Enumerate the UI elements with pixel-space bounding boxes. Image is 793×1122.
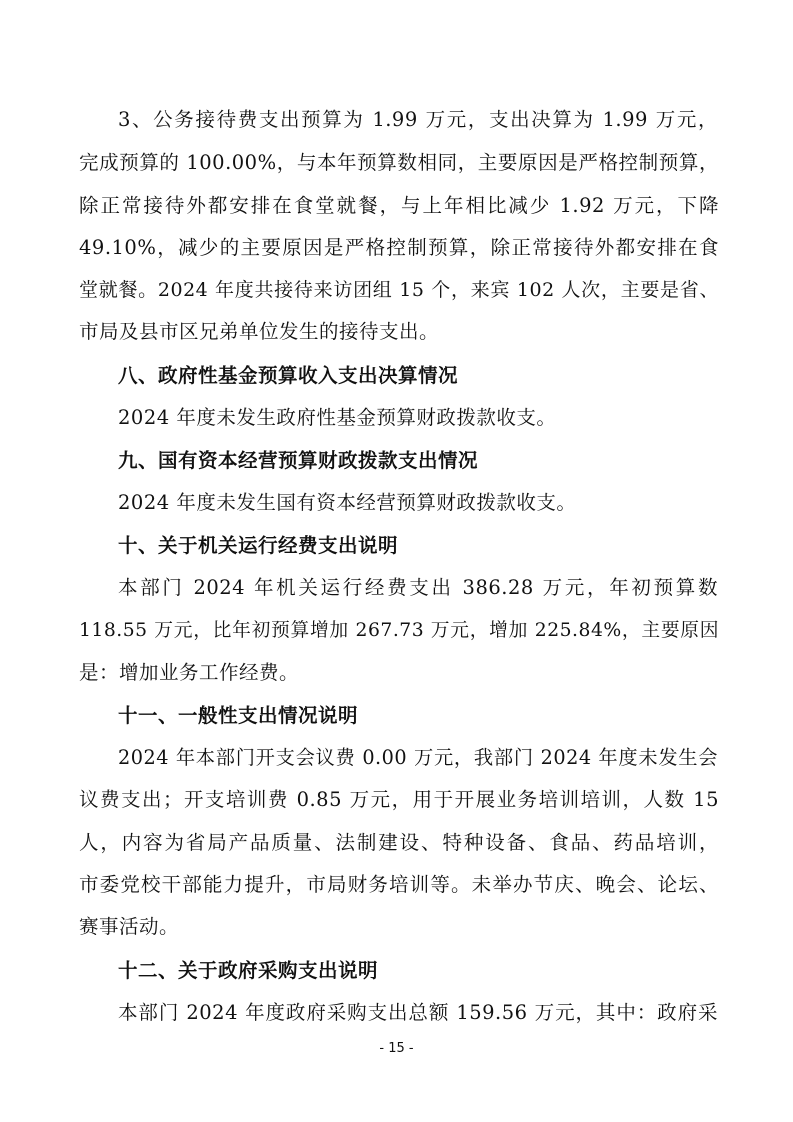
section-heading: 十一、一般性支出情况说明 xyxy=(118,704,359,727)
paragraph-line: 2024 年度未发生国有资本经营预算财政拨款收支。 xyxy=(118,491,577,514)
paragraph-line: 本部门 2024 年度政府采购支出总额 159.56 万元，其中：政府采 xyxy=(118,1001,718,1024)
paragraph-line: 人，内容为省局产品质量、法制建设、特种设备、食品、药品培训， xyxy=(79,831,719,854)
paragraph-line: 是：增加业务工作经费。 xyxy=(79,661,300,684)
paragraph-line: 118.55 万元，比年初预算增加 267.73 万元，增加 225.84%，主要原因 xyxy=(79,620,719,641)
section-heading: 十二、关于政府采购支出说明 xyxy=(118,959,379,982)
page-number: - 15 - xyxy=(379,1041,414,1056)
paragraph-line: 本部门 2024 年机关运行经费支出 386.28 万元，年初预算数 xyxy=(118,576,718,599)
section-heading: 十、关于机关运行经费支出说明 xyxy=(118,534,399,557)
section-heading: 九、国有资本经营预算财政拨款支出情况 xyxy=(118,449,479,472)
paragraph-line: 完成预算的 100.00%，与本年预算数相同，主要原因是严格控制预算， xyxy=(79,151,719,174)
paragraph-line: 2024 年本部门开支会议费 0.00 万元，我部门 2024 年度未发生会 xyxy=(118,746,718,769)
paragraph-line: 赛事活动。 xyxy=(79,915,180,938)
paragraph-line: 除正常接待外都安排在食堂就餐，与上年相比减少 1.92 万元，下降 xyxy=(79,194,719,217)
paragraph-line: 49.10%，减少的主要原因是严格控制预算，除正常接待外都安排在食 xyxy=(79,236,719,259)
section-heading: 八、政府性基金预算收入支出决算情况 xyxy=(118,364,459,387)
paragraph-line: 市委党校干部能力提升，市局财务培训等。未举办节庆、晚会、论坛、 xyxy=(79,873,719,896)
paragraph-line: 市局及县市区兄弟单位发生的接待支出。 xyxy=(79,320,440,343)
paragraph-line: 堂就餐。2024 年度共接待来访团组 15 个，来宾 102 人次，主要是省、 xyxy=(79,279,719,301)
paragraph-line: 3、公务接待费支出预算为 1.99 万元，支出决算为 1.99 万元， xyxy=(118,108,718,131)
paragraph-line: 2024 年度未发生政府性基金预算财政拨款收支。 xyxy=(118,406,557,429)
paragraph-line: 议费支出；开支培训费 0.85 万元，用于开展业务培训培训，人数 15 xyxy=(79,788,719,811)
